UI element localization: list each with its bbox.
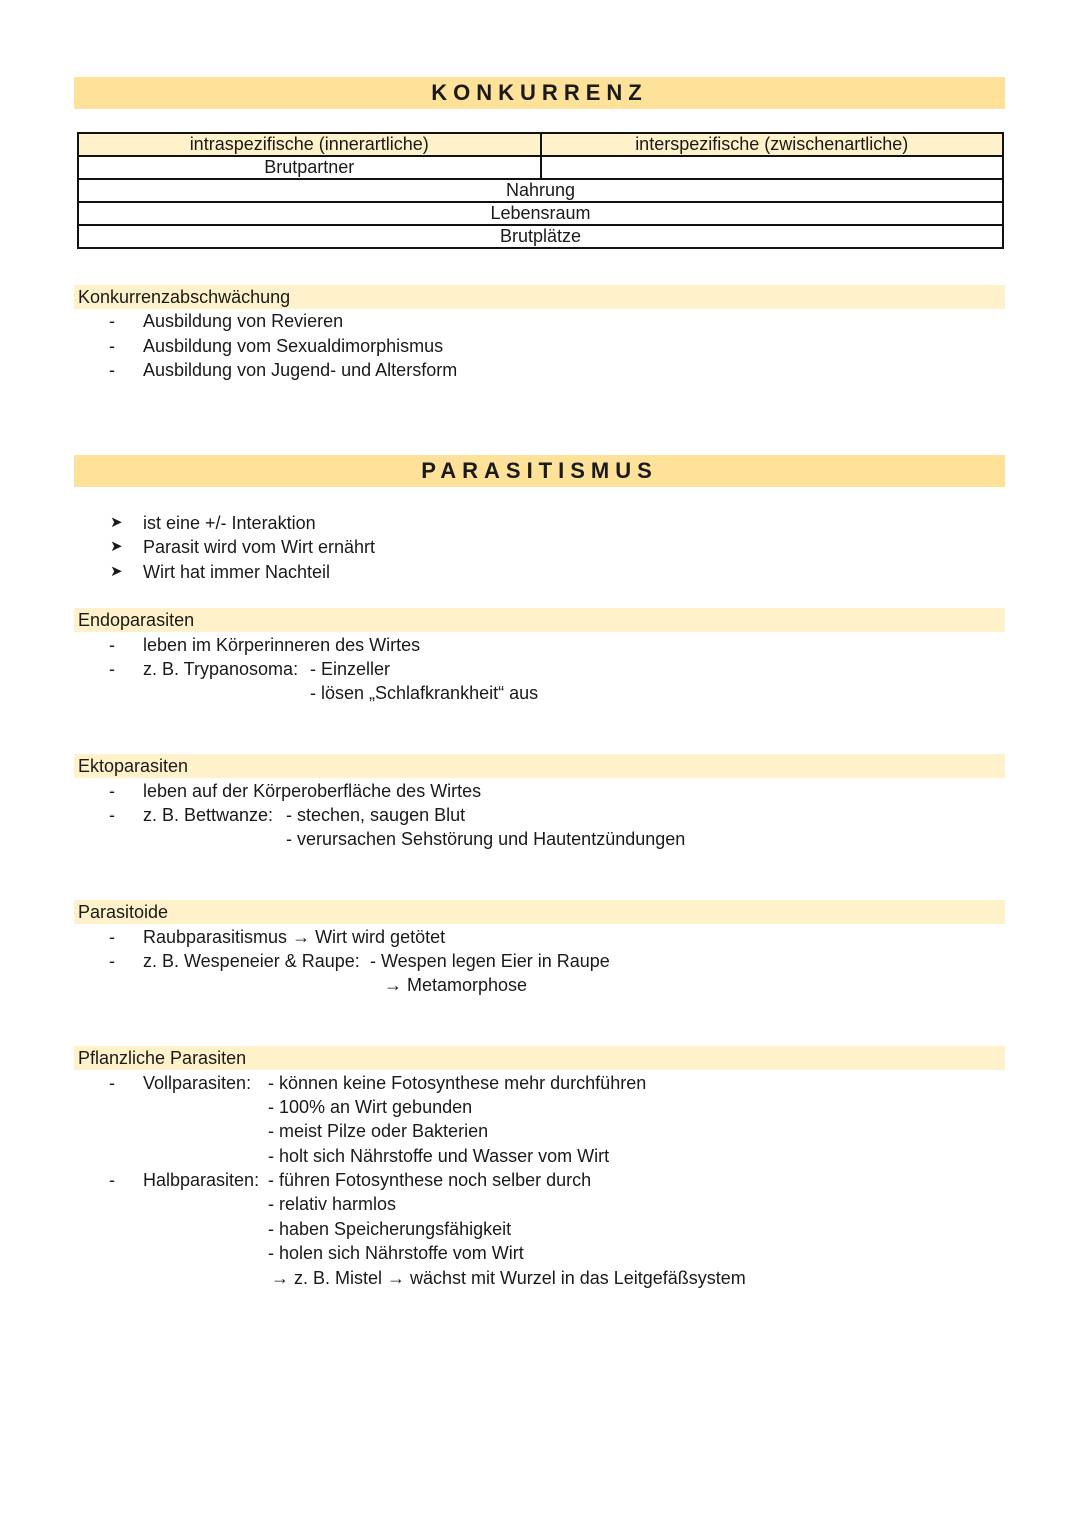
dash-icon: -: [109, 1073, 115, 1093]
table-header-row: [78, 133, 1003, 156]
list-item: Raubparasitismus → Wirt wird getötet: [143, 927, 446, 947]
example-label: z. B. Bettwanze:: [143, 805, 274, 825]
konkurrenz-title: KONKURRENZ: [74, 77, 1005, 109]
header-intra: intraspezifische (innerartliche): [78, 133, 541, 156]
cell-nahrung: Nahrung: [78, 179, 1003, 202]
header-inter: interspezifische (zwischenartliche): [541, 133, 1004, 156]
example-line: - stechen, saugen Blut: [286, 805, 466, 825]
halbparasiten-line: - relativ harmlos: [268, 1194, 397, 1214]
arrow-bullet-icon: ➤: [110, 538, 123, 555]
dash-icon: -: [109, 635, 115, 655]
list-item: Ausbildung von Revieren: [143, 311, 344, 331]
example-line: → Metamorphose: [384, 975, 528, 995]
vollparasiten-line: - können keine Fotosynthese mehr durchführen: [268, 1073, 647, 1093]
example-label: z. B. Wespeneier & Raupe:: [143, 951, 360, 971]
ektoparasiten-heading: Ektoparasiten: [74, 754, 1005, 778]
example-line: - verursachen Sehstörung und Hautentzündungen: [286, 829, 686, 849]
table-row: [78, 179, 1003, 202]
list-item: Ausbildung von Jugend- und Altersform: [143, 360, 458, 380]
table-row: [78, 225, 1003, 248]
bullet-item: Wirt hat immer Nachteil: [143, 562, 331, 582]
dash-icon: -: [109, 336, 115, 356]
cell-empty: [541, 156, 1004, 179]
halbparasiten-line: - holen sich Nährstoffe vom Wirt: [268, 1243, 524, 1263]
table-row: [78, 202, 1003, 225]
vollparasiten-label: Vollparasiten:: [143, 1073, 252, 1093]
halbparasiten-line: - haben Speicherungsfähigkeit: [268, 1219, 512, 1239]
dash-icon: -: [109, 311, 115, 331]
parasitoide-heading: Parasitoide: [74, 900, 1005, 924]
dash-icon: -: [109, 805, 115, 825]
example-line: - Wespen legen Eier in Raupe: [370, 951, 610, 971]
bullet-item: ist eine +/- Interaktion: [143, 513, 316, 533]
table-row: [78, 156, 1003, 179]
cell-brutplaetze: Brutplätze: [78, 225, 1003, 248]
example-label: z. B. Trypanosoma:: [143, 659, 299, 679]
vollparasiten-line: - 100% an Wirt gebunden: [268, 1097, 473, 1117]
konkurrenz-table: [77, 132, 1004, 249]
dash-icon: -: [109, 1170, 115, 1190]
cell-lebensraum: Lebensraum: [78, 202, 1003, 225]
cell-brutpartner: Brutpartner: [78, 156, 541, 179]
halbparasiten-label: Halbparasiten:: [143, 1170, 260, 1190]
pflanzliche-parasiten-heading: Pflanzliche Parasiten: [74, 1046, 1005, 1070]
bullet-item: Parasit wird vom Wirt ernährt: [143, 537, 376, 557]
vollparasiten-line: - meist Pilze oder Bakterien: [268, 1121, 489, 1141]
halbparasiten-line: - führen Fotosynthese noch selber durch: [268, 1170, 592, 1190]
list-item: Ausbildung vom Sexualdimorphismus: [143, 336, 444, 356]
halbparasiten-line: → z. B. Mistel → wächst mit Wurzel in das Leitgefäßsystem: [271, 1268, 746, 1288]
parasitismus-title: PARASITISMUS: [74, 455, 1005, 487]
arrow-bullet-icon: ➤: [110, 563, 123, 580]
example-line: - Einzeller: [310, 659, 391, 679]
vollparasiten-line: - holt sich Nährstoffe und Wasser vom Wirt: [268, 1146, 610, 1166]
arrow-bullet-icon: ➤: [110, 514, 123, 531]
list-item: leben im Körperinneren des Wirtes: [143, 635, 421, 655]
dash-icon: -: [109, 951, 115, 971]
dash-icon: -: [109, 659, 115, 679]
example-line: - lösen „Schlafkrankheit“ aus: [310, 683, 539, 703]
dash-icon: -: [109, 781, 115, 801]
endoparasiten-heading: Endoparasiten: [74, 608, 1005, 632]
dash-icon: -: [109, 360, 115, 380]
konkurrenzabschwaechung-heading: Konkurrenzabschwächung: [74, 285, 1005, 309]
list-item: leben auf der Körperoberfläche des Wirtes: [143, 781, 482, 801]
dash-icon: -: [109, 927, 115, 947]
